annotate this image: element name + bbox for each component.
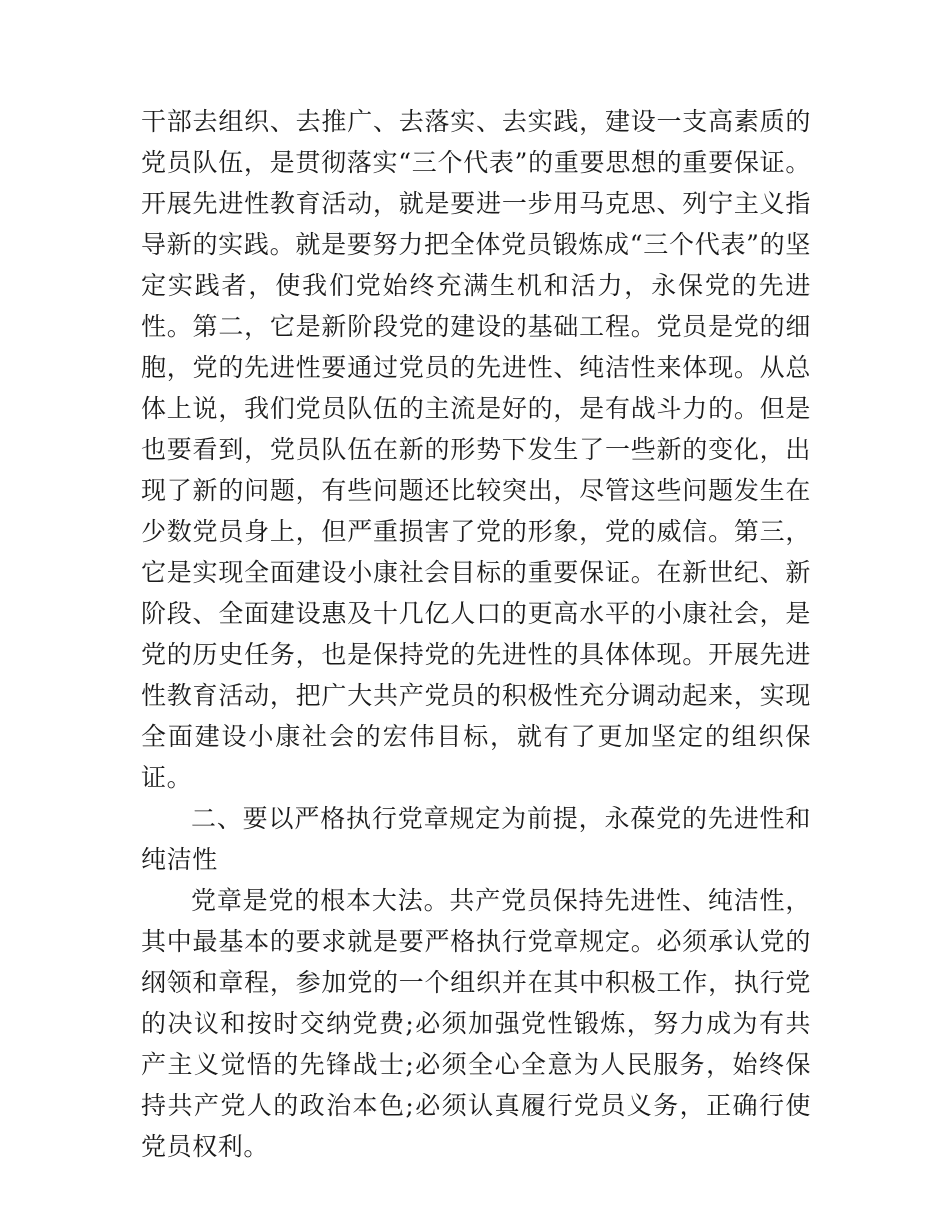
section-heading: 二、要以严格执行党章规定为前提，永葆党的先进性和纯洁性 [141,804,811,874]
document-page [141,101,811,1167]
body-paragraph: 党章是党的根本大法。共产党员保持先进性、纯洁性，其中最基本的要求就是要严格执行党章规定。必须承认党的纲领和章程，参加党的一个组织并在其中积极工作，执行党的决议和按时交纳党费;必须加强党性锻炼，努力成为有共产主义觉悟的先锋战士;必须全心全意为人民服务，始终保持共产党人的政治本色;必须认真履行党员义务，正确行使党员权利。 [141,886,811,1161]
body-paragraph-continued: 干部去组织、去推广、去落实、去实践，建设一支高素质的党员队伍，是贯彻落实“三个代表”的重要思想的重要保证。开展先进性教育活动，就是要进一步用马克思、列宁主义指导新的实践。就是要努力把全体党员锻炼成“三个代表”的坚定实践者，使我们党始终充满生机和活力，永保党的先进性。第二，它是新阶段党的建设的基础工程。党员是党的细胞，党的先进性要通过党员的先进性、纯洁性来体现。从总体上说，我们党员队伍的主流是好的，是有战斗力的。但是也要看到，党员队伍在新的形势下发生了一些新的变化，出现了新的问题，有些问题还比较突出，尽管这些问题发生在少数党员身上，但严重损害了党的形象，党的威信。第三，它是实现全面建设小康社会目标的重要保证。在新世纪、新阶段、全面建设惠及十几亿人口的更高水平的小康社会，是党的历史任务，也是保持党的先进性的具体体现。开展先进性教育活动，把广大共产党员的积极性充分调动起来，实现全面建设小康社会的宏伟目标，就有了更加坚定的组织保证。 [141,107,811,792]
